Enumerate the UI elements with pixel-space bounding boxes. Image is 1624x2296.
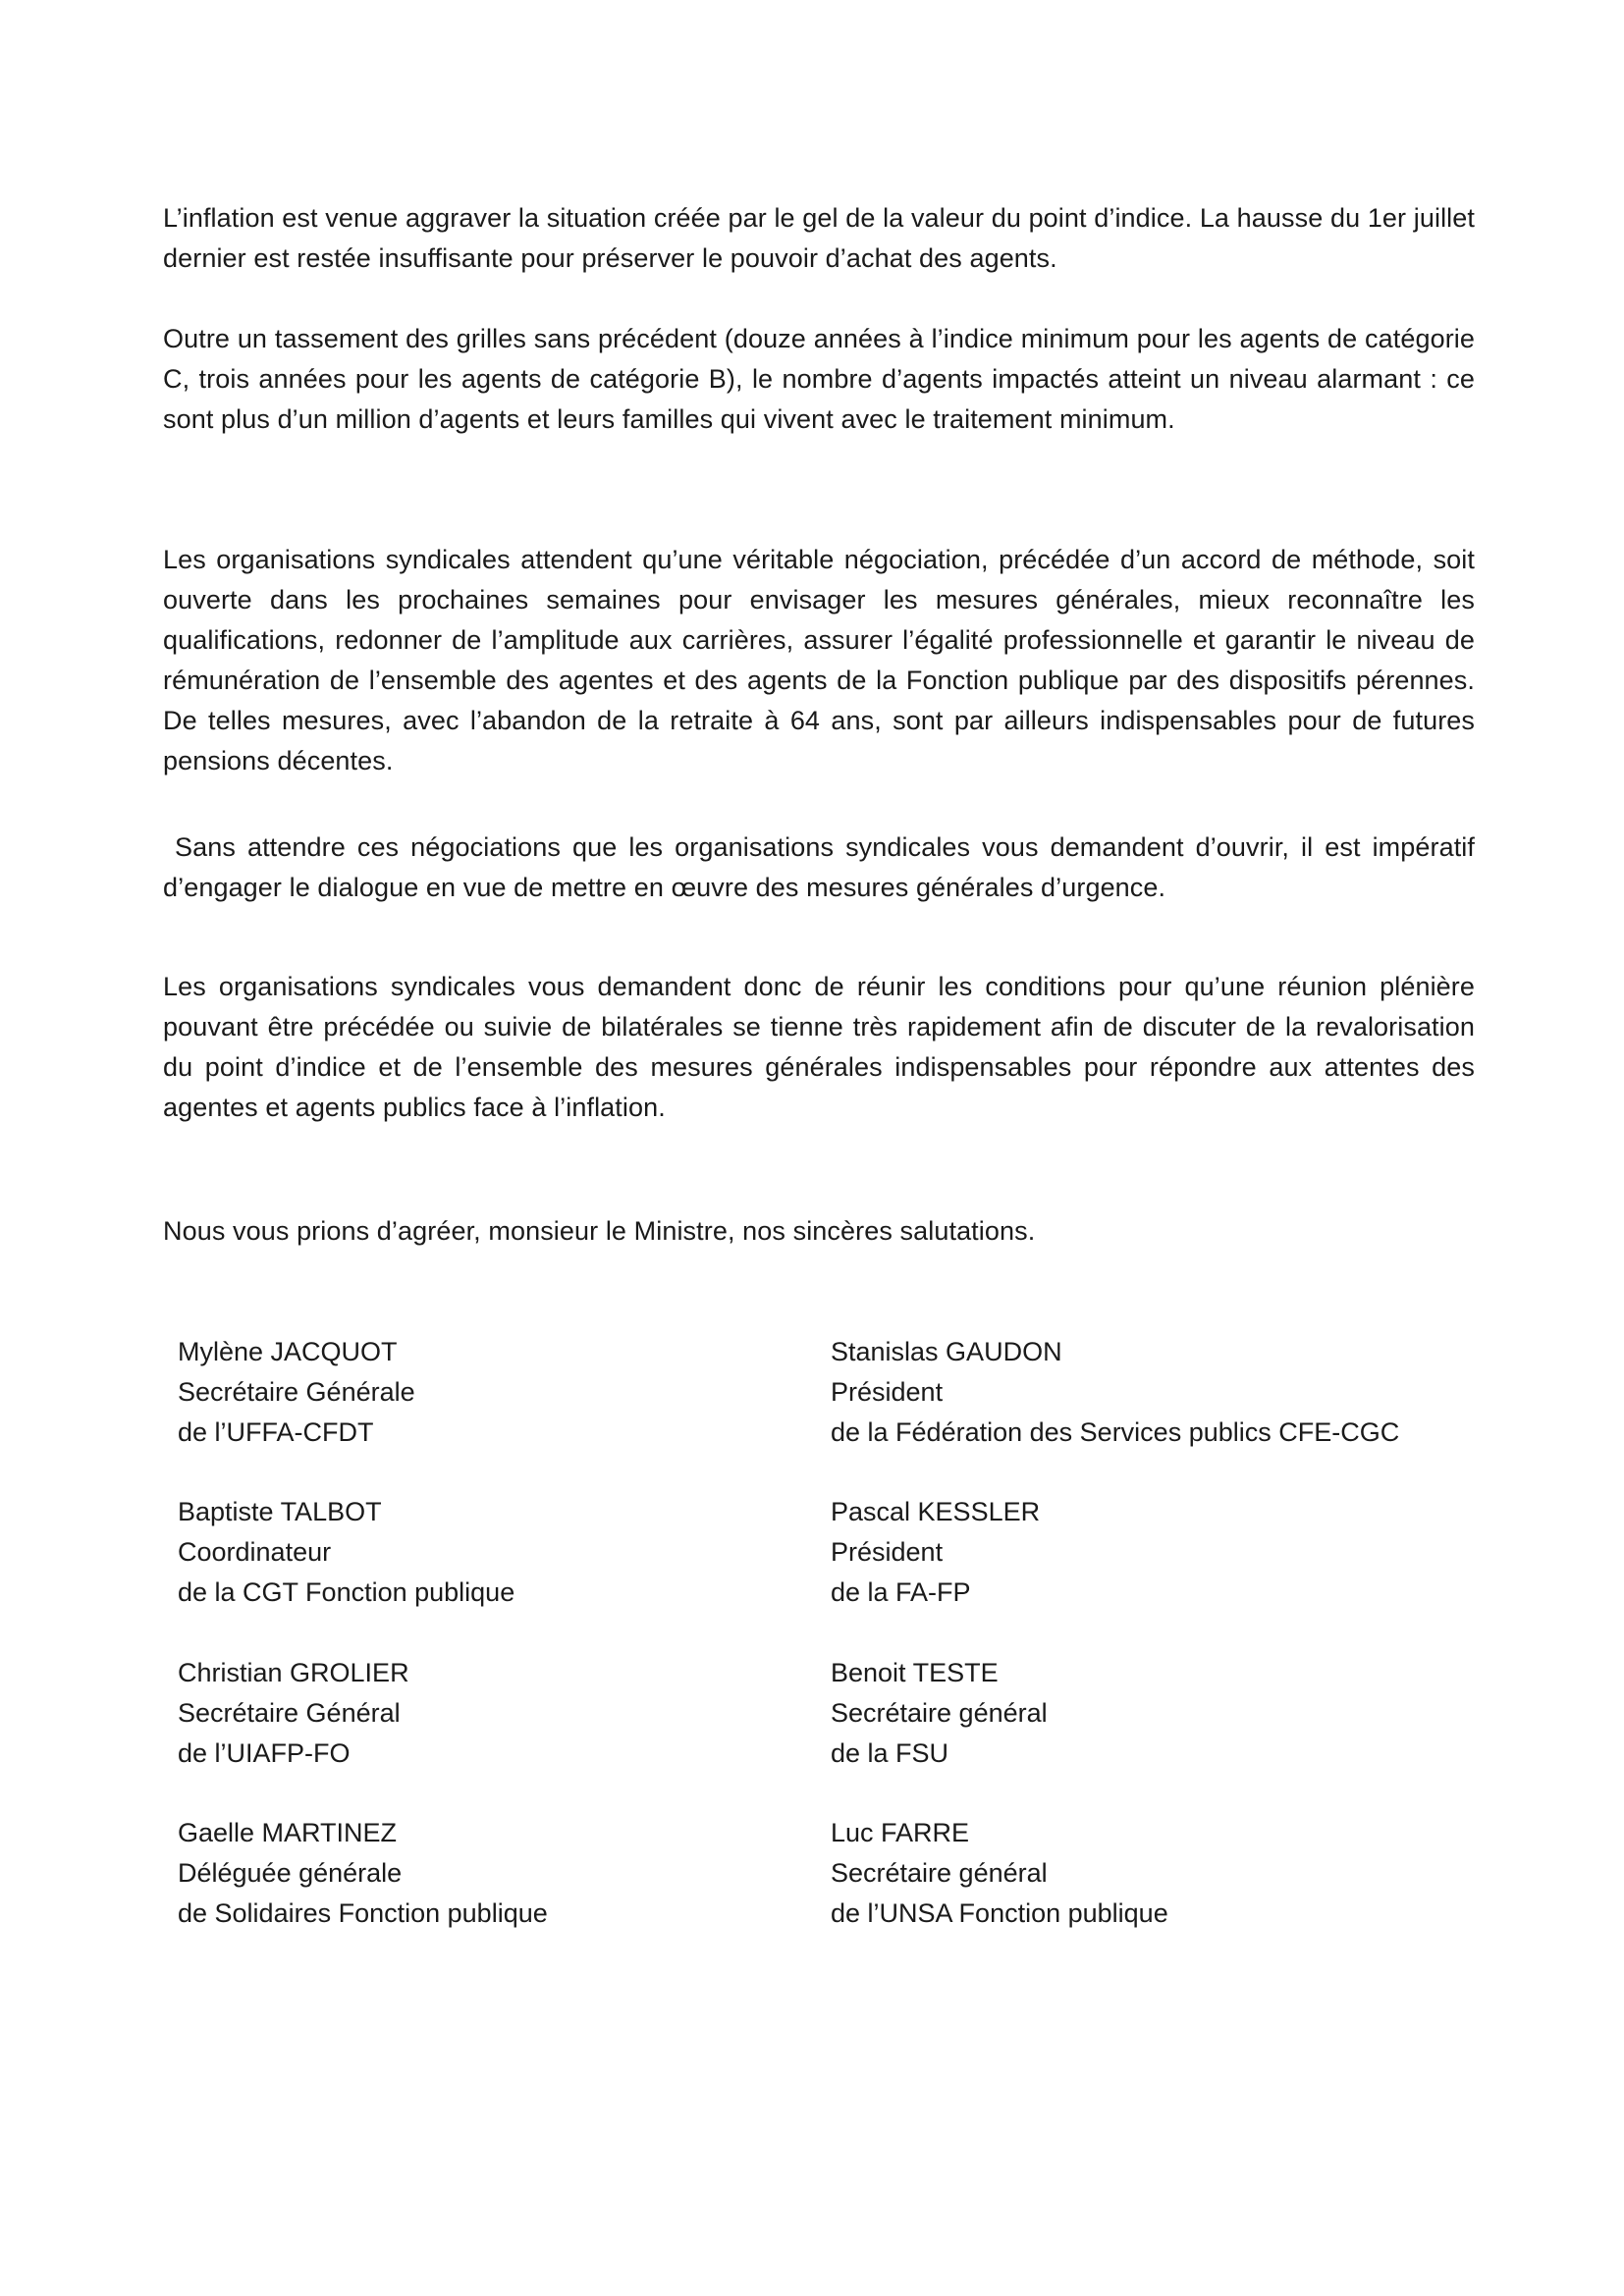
signatory-title: Secrétaire Général xyxy=(178,1698,401,1728)
closing-salutation: Nous vous prions d’agréer, monsieur le Ministre, nos sincères salutations. xyxy=(163,1216,1036,1246)
signature-block xyxy=(831,1492,1040,1613)
signatory-title: Président xyxy=(831,1537,944,1567)
paragraph-reunion: Les organisations syndicales vous demandent donc de réunir les conditions pour qu’une réunion plénière pouvant être précédée ou suivie de bilatérales se tienne très rapidement afin de discuter de la revalorisation du point d’indice et de l’ensemble des mesures générales indispensables pour répondre aux attentes des agentes et agents publics face à l’inflation. xyxy=(163,972,1475,1122)
signature-block xyxy=(831,1332,1399,1453)
signatory-name: Pascal KESSLER xyxy=(831,1497,1041,1526)
signatory-organization: de la Fédération des Services publics CFE-CGC xyxy=(831,1417,1400,1447)
signatory-organization: de Solidaires Fonction publique xyxy=(178,1898,548,1928)
signatory-organization: de la FSU xyxy=(831,1738,949,1768)
signatory-organization: de la CGT Fonction publique xyxy=(178,1577,515,1607)
signatory-organization: de la FA-FP xyxy=(831,1577,971,1607)
signatory-title: Secrétaire Générale xyxy=(178,1377,415,1407)
signatory-organization: de l’UNSA Fonction publique xyxy=(831,1898,1168,1928)
signature-block xyxy=(831,1653,1048,1774)
signatory-name: Baptiste TALBOT xyxy=(178,1497,382,1526)
paragraph-negociation: Les organisations syndicales attendent qu’une véritable négociation, précédée d’un accord de méthode, soit ouverte dans les prochaines semaines pour envisager les mesures générales, mieux reconnaître les qualifications, redonner de l’amplitude aux carrières, assurer l’égalité professionnelle et garantir le niveau de rémunération de l’ensemble des agentes et des agents de la Fonction publique par des dispositifs pérennes. De telles mesures, avec l’abandon de la retraite à 64 ans, sont par ailleurs indispensables pour de futures pensions décentes. xyxy=(163,545,1475,775)
paragraph-inflation: L’inflation est venue aggraver la situation créée par le gel de la valeur du point d’indice. La hausse du 1er juillet dernier est restée insuffisante pour préserver le pouvoir d’achat des agents. xyxy=(163,203,1475,273)
paragraph-urgence: Sans attendre ces négociations que les organisations syndicales vous demandent d’ouvrir, il est impératif d’engager le dialogue en vue de mettre en œuvre des mesures générales d’urgence. xyxy=(163,832,1483,902)
signatory-name: Luc FARRE xyxy=(831,1818,970,1847)
signatory-title: Coordinateur xyxy=(178,1537,332,1567)
paragraph-grilles: Outre un tassement des grilles sans précédent (douze années à l’indice minimum pour les agents de catégorie C, trois années pour les agents de catégorie B), le nombre d’agents impactés atteint un niveau alarmant : ce sont plus d’un million d’agents et leurs familles qui vivent avec le traitement minimum. xyxy=(163,324,1475,434)
signatory-title: Déléguée générale xyxy=(178,1858,403,1888)
signatory-name: Christian GROLIER xyxy=(178,1658,409,1687)
signature-block xyxy=(178,1653,409,1774)
signatory-name: Mylène JACQUOT xyxy=(178,1337,398,1366)
signatory-name: Stanislas GAUDON xyxy=(831,1337,1062,1366)
signatory-title: Président xyxy=(831,1377,944,1407)
signatory-organization: de l’UIAFP-FO xyxy=(178,1738,351,1768)
signature-block xyxy=(831,1813,1168,1934)
signatory-organization: de l’UFFA-CFDT xyxy=(178,1417,374,1447)
signatory-title: Secrétaire général xyxy=(831,1698,1048,1728)
signatory-name: Gaelle MARTINEZ xyxy=(178,1818,398,1847)
signatory-name: Benoit TESTE xyxy=(831,1658,999,1687)
signatory-title: Secrétaire général xyxy=(831,1858,1048,1888)
signature-block xyxy=(178,1813,548,1934)
signature-block xyxy=(178,1492,514,1613)
signature-block xyxy=(178,1332,415,1453)
